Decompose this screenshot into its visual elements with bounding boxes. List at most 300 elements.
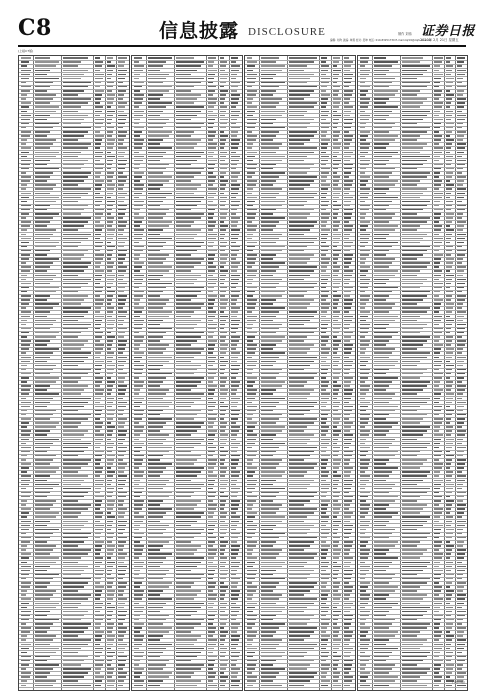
table-cell bbox=[21, 369, 26, 371]
table-cell bbox=[457, 648, 464, 650]
table-cell bbox=[321, 143, 328, 145]
table-cell bbox=[333, 86, 340, 88]
table-cell bbox=[446, 471, 453, 473]
table-cell bbox=[374, 234, 389, 236]
table-cell bbox=[402, 402, 427, 404]
table-cell bbox=[176, 377, 204, 379]
table-cell bbox=[247, 70, 253, 72]
table-cell bbox=[247, 594, 253, 596]
table-cell bbox=[231, 590, 240, 592]
table-cell bbox=[21, 644, 31, 646]
table-cell bbox=[360, 111, 365, 113]
table-cell bbox=[134, 217, 144, 219]
table-cell bbox=[261, 156, 285, 158]
table-cell bbox=[220, 86, 224, 88]
table-cell bbox=[434, 570, 443, 572]
table-cell bbox=[118, 603, 125, 605]
table-cell bbox=[333, 225, 339, 227]
table-cell bbox=[321, 201, 329, 203]
table-cell bbox=[344, 258, 352, 260]
table-cell bbox=[148, 611, 160, 613]
table-cell bbox=[63, 611, 88, 613]
table-cell bbox=[446, 533, 453, 535]
table-cell bbox=[220, 135, 228, 137]
table-cell bbox=[220, 90, 228, 92]
table-cell bbox=[321, 316, 326, 318]
table-cell bbox=[457, 102, 465, 104]
table-cell bbox=[134, 197, 139, 199]
table-cell bbox=[63, 533, 91, 535]
table-cell bbox=[220, 295, 225, 297]
table-cell bbox=[402, 455, 417, 457]
table-cell bbox=[134, 586, 140, 588]
table-cell bbox=[95, 176, 100, 178]
table-cell bbox=[134, 279, 143, 281]
table-cell bbox=[107, 324, 114, 326]
table-cell bbox=[63, 656, 88, 658]
table-cell bbox=[220, 332, 227, 334]
table-cell bbox=[446, 594, 452, 596]
table-cell bbox=[35, 631, 47, 633]
table-cell bbox=[231, 529, 236, 531]
table-cell bbox=[35, 656, 50, 658]
table-cell bbox=[446, 385, 452, 387]
table-cell bbox=[95, 94, 102, 96]
table-cell bbox=[208, 221, 216, 223]
table-cell bbox=[374, 496, 398, 498]
table-cell bbox=[63, 525, 84, 527]
table-cell bbox=[247, 127, 255, 129]
table-cell bbox=[231, 225, 237, 227]
table-cell bbox=[63, 119, 84, 121]
table-cell bbox=[107, 660, 112, 662]
table-cell bbox=[208, 410, 213, 412]
table-cell bbox=[208, 627, 216, 629]
table-cell bbox=[289, 455, 310, 457]
table-cell bbox=[21, 127, 26, 129]
table-cell bbox=[321, 537, 327, 539]
table-cell bbox=[118, 672, 127, 674]
table-cell bbox=[402, 111, 430, 113]
table-cell bbox=[35, 328, 50, 330]
table-cell bbox=[208, 160, 217, 162]
table-cell bbox=[21, 680, 27, 682]
table-cell bbox=[402, 443, 430, 445]
table-cell bbox=[148, 164, 169, 166]
table-cell bbox=[176, 529, 204, 531]
table-cell bbox=[176, 221, 194, 223]
table-cell bbox=[247, 209, 257, 211]
table-cell bbox=[176, 86, 194, 88]
table-cell bbox=[95, 603, 103, 605]
table-cell bbox=[63, 176, 88, 178]
table-cell bbox=[446, 463, 451, 465]
table-cell bbox=[35, 299, 47, 301]
table-cell bbox=[247, 443, 255, 445]
table-cell bbox=[402, 135, 420, 137]
table-cell bbox=[21, 115, 31, 117]
table-cell bbox=[176, 61, 204, 63]
table-cell bbox=[446, 78, 454, 80]
table-cell bbox=[374, 209, 386, 211]
table-cell bbox=[231, 648, 236, 650]
table-cell bbox=[402, 168, 417, 170]
table-cell bbox=[333, 598, 340, 600]
table-cell bbox=[344, 156, 351, 158]
table-cell bbox=[374, 197, 398, 199]
table-cell bbox=[374, 164, 386, 166]
table-cell bbox=[95, 459, 101, 461]
table-cell bbox=[360, 225, 368, 227]
table-cell bbox=[374, 324, 389, 326]
table-cell bbox=[176, 537, 194, 539]
table-cell bbox=[402, 303, 417, 305]
table-cell bbox=[95, 65, 102, 67]
table-cell bbox=[321, 357, 327, 359]
table-cell bbox=[402, 127, 430, 129]
table-cell bbox=[148, 258, 166, 260]
table-cell bbox=[374, 381, 392, 383]
table-cell bbox=[321, 295, 328, 297]
table-cell bbox=[333, 586, 339, 588]
table-cell bbox=[261, 406, 276, 408]
table-cell bbox=[434, 176, 439, 178]
table-cell bbox=[434, 184, 441, 186]
table-cell bbox=[21, 106, 29, 108]
table-cell bbox=[344, 676, 353, 678]
table-cell bbox=[247, 266, 252, 268]
table-cell bbox=[176, 594, 197, 596]
table-cell bbox=[374, 639, 389, 641]
table-cell bbox=[333, 443, 337, 445]
table-cell bbox=[402, 205, 427, 207]
table-cell bbox=[35, 361, 47, 363]
table-cell bbox=[446, 172, 453, 174]
table-cell bbox=[344, 193, 349, 195]
table-cell bbox=[457, 143, 466, 145]
table-cell bbox=[148, 86, 172, 88]
table-cell bbox=[402, 582, 427, 584]
table-cell bbox=[261, 676, 276, 678]
table-cell bbox=[107, 147, 113, 149]
table-cell bbox=[35, 566, 50, 568]
table-cell bbox=[95, 504, 101, 506]
table-cell bbox=[247, 381, 255, 383]
table-cell bbox=[208, 295, 217, 297]
table-cell bbox=[208, 270, 215, 272]
table-cell bbox=[148, 537, 172, 539]
table-cell bbox=[208, 578, 213, 580]
table-cell bbox=[176, 332, 204, 334]
table-cell bbox=[208, 258, 214, 260]
table-cell bbox=[344, 615, 353, 617]
table-cell bbox=[434, 328, 443, 330]
table-cell bbox=[176, 631, 191, 633]
table-cell bbox=[95, 332, 103, 334]
table-cell bbox=[118, 492, 127, 494]
table-cell bbox=[344, 86, 349, 88]
table-cell bbox=[446, 270, 450, 272]
table-cell bbox=[208, 418, 216, 420]
table-cell bbox=[457, 434, 465, 436]
table-cell bbox=[35, 426, 56, 428]
table-cell bbox=[434, 205, 439, 207]
table-cell bbox=[360, 229, 366, 231]
table-cell bbox=[333, 311, 340, 313]
table-cell bbox=[95, 410, 102, 412]
table-cell bbox=[446, 344, 451, 346]
table-cell bbox=[21, 352, 26, 354]
table-cell bbox=[247, 131, 252, 133]
table-cell bbox=[434, 607, 440, 609]
table-cell bbox=[374, 176, 389, 178]
table-cell bbox=[261, 332, 276, 334]
table-cell bbox=[208, 422, 214, 424]
table-cell bbox=[321, 676, 326, 678]
table-cell bbox=[360, 193, 369, 195]
table-cell bbox=[220, 106, 227, 108]
table-cell bbox=[434, 586, 442, 588]
table-cell bbox=[247, 607, 255, 609]
table-cell bbox=[374, 156, 392, 158]
table-cell bbox=[134, 656, 143, 658]
table-cell bbox=[118, 266, 127, 268]
table-cell bbox=[63, 529, 81, 531]
table-cell bbox=[321, 418, 327, 420]
table-cell bbox=[220, 402, 224, 404]
table-cell bbox=[261, 123, 273, 125]
table-cell bbox=[247, 500, 256, 502]
table-cell bbox=[360, 623, 365, 625]
table-cell bbox=[231, 188, 239, 190]
table-cell bbox=[344, 607, 351, 609]
table-cell bbox=[95, 537, 100, 539]
table-cell bbox=[231, 176, 238, 178]
table-cell bbox=[208, 635, 213, 637]
table-cell bbox=[63, 221, 88, 223]
table-cell bbox=[176, 361, 191, 363]
table-cell bbox=[333, 275, 338, 277]
table-cell bbox=[344, 311, 349, 313]
table-cell bbox=[95, 61, 103, 63]
table-cell bbox=[21, 639, 26, 641]
table-cell bbox=[344, 385, 350, 387]
table-cell bbox=[457, 365, 463, 367]
table-cell bbox=[261, 529, 273, 531]
table-cell bbox=[107, 180, 112, 182]
table-cell bbox=[220, 627, 224, 629]
table-cell bbox=[446, 590, 454, 592]
table-cell bbox=[321, 680, 330, 682]
table-cell bbox=[63, 414, 91, 416]
table-cell bbox=[333, 209, 339, 211]
table-cell bbox=[231, 635, 240, 637]
table-cell bbox=[247, 553, 252, 555]
table-cell bbox=[333, 537, 340, 539]
table-cell bbox=[148, 562, 163, 564]
table-cell bbox=[148, 57, 172, 59]
table-cell bbox=[21, 635, 27, 637]
table-cell bbox=[321, 352, 329, 354]
table-cell bbox=[261, 279, 282, 281]
table-cell bbox=[118, 447, 127, 449]
table-cell bbox=[148, 582, 172, 584]
table-cell bbox=[95, 430, 100, 432]
table-cell bbox=[360, 250, 370, 252]
table-cell bbox=[374, 685, 389, 687]
table-cell bbox=[95, 406, 104, 408]
table-cell bbox=[457, 545, 463, 547]
table-cell bbox=[63, 70, 88, 72]
table-cell bbox=[360, 303, 366, 305]
table-cell bbox=[95, 586, 104, 588]
table-cell bbox=[95, 238, 100, 240]
table-cell bbox=[360, 131, 370, 133]
table-cell bbox=[247, 205, 253, 207]
table-cell bbox=[446, 143, 452, 145]
table-cell bbox=[402, 615, 423, 617]
table-cell bbox=[21, 475, 31, 477]
table-cell bbox=[21, 78, 29, 80]
table-cell bbox=[247, 143, 253, 145]
table-cell bbox=[107, 611, 113, 613]
table-cell bbox=[63, 590, 78, 592]
table-cell bbox=[176, 127, 201, 129]
table-cell bbox=[446, 603, 450, 605]
table-cell bbox=[261, 521, 282, 523]
table-cell bbox=[333, 574, 338, 576]
table-cell bbox=[208, 537, 216, 539]
table-cell bbox=[63, 82, 91, 84]
table-cell bbox=[402, 221, 427, 223]
table-column-2 bbox=[131, 55, 243, 691]
table-cell bbox=[344, 283, 349, 285]
table-cell bbox=[446, 127, 453, 129]
table-cell bbox=[344, 652, 351, 654]
table-cell bbox=[360, 172, 365, 174]
table-cell bbox=[333, 676, 339, 678]
table-cell bbox=[374, 484, 395, 486]
table-cell bbox=[118, 451, 126, 453]
table-cell bbox=[134, 78, 139, 80]
table-cell bbox=[446, 131, 452, 133]
table-cell bbox=[261, 266, 279, 268]
table-cell bbox=[374, 525, 386, 527]
table-cell bbox=[261, 611, 282, 613]
table-cell bbox=[35, 283, 50, 285]
table-cell bbox=[148, 127, 163, 129]
table-cell bbox=[333, 455, 338, 457]
table-cell bbox=[107, 357, 113, 359]
table-cell bbox=[402, 106, 420, 108]
table-cell bbox=[374, 217, 392, 219]
table-cell bbox=[220, 369, 225, 371]
table-cell bbox=[231, 603, 236, 605]
table-cell bbox=[402, 180, 420, 182]
table-cell bbox=[321, 549, 328, 551]
table-cell bbox=[95, 475, 100, 477]
table-cell bbox=[134, 398, 144, 400]
table-cell bbox=[289, 295, 304, 297]
table-cell bbox=[261, 147, 279, 149]
table-cell bbox=[344, 275, 352, 277]
table-cell bbox=[118, 254, 126, 256]
table-cell bbox=[134, 410, 144, 412]
table-cell bbox=[35, 414, 53, 416]
table-cell bbox=[247, 398, 255, 400]
table-cell bbox=[220, 229, 226, 231]
table-cell bbox=[333, 475, 341, 477]
table-cell bbox=[457, 279, 466, 281]
table-cell bbox=[35, 660, 47, 662]
table-cell bbox=[220, 521, 225, 523]
table-cell bbox=[457, 283, 465, 285]
table-cell bbox=[434, 648, 442, 650]
table-cell bbox=[360, 188, 370, 190]
table-cell bbox=[402, 471, 430, 473]
table-cell bbox=[21, 512, 29, 514]
table-cell bbox=[446, 644, 451, 646]
table-cell bbox=[402, 660, 423, 662]
table-cell bbox=[333, 434, 339, 436]
table-rows bbox=[132, 56, 242, 690]
table-cell bbox=[261, 90, 276, 92]
table-cell bbox=[118, 471, 124, 473]
table-cell bbox=[360, 672, 370, 674]
table-cell bbox=[95, 545, 102, 547]
table-cell bbox=[247, 102, 252, 104]
table-cell bbox=[289, 656, 304, 658]
table-cell bbox=[118, 648, 125, 650]
table-cell bbox=[95, 570, 104, 572]
table-cell bbox=[333, 287, 339, 289]
table-cell bbox=[289, 393, 310, 395]
table-cell bbox=[220, 562, 226, 564]
table-cell bbox=[374, 127, 392, 129]
table-cell bbox=[261, 131, 279, 133]
table-cell bbox=[434, 123, 441, 125]
table-cell bbox=[134, 70, 143, 72]
table-cell bbox=[21, 393, 29, 395]
table-cell bbox=[208, 94, 213, 96]
table-cell bbox=[333, 529, 338, 531]
table-cell bbox=[261, 623, 285, 625]
table-cell bbox=[134, 258, 139, 260]
table-cell bbox=[289, 229, 310, 231]
table-cell bbox=[457, 291, 462, 293]
table-cell bbox=[374, 459, 389, 461]
table-cell bbox=[333, 328, 340, 330]
table-cell bbox=[95, 467, 103, 469]
table-cell bbox=[360, 488, 365, 490]
table-cell bbox=[95, 574, 103, 576]
table-cell bbox=[148, 352, 163, 354]
table-cell bbox=[402, 418, 423, 420]
table-cell bbox=[95, 508, 100, 510]
table-cell bbox=[95, 127, 101, 129]
table-cell bbox=[63, 463, 88, 465]
table-cell bbox=[35, 160, 50, 162]
table-cell bbox=[220, 410, 226, 412]
table-cell bbox=[176, 115, 197, 117]
table-cell bbox=[63, 619, 81, 621]
table-cell bbox=[360, 463, 369, 465]
table-cell bbox=[208, 619, 214, 621]
table-cell bbox=[134, 549, 143, 551]
table-cell bbox=[360, 221, 370, 223]
table-cell bbox=[176, 172, 201, 174]
table-cell bbox=[434, 668, 440, 670]
